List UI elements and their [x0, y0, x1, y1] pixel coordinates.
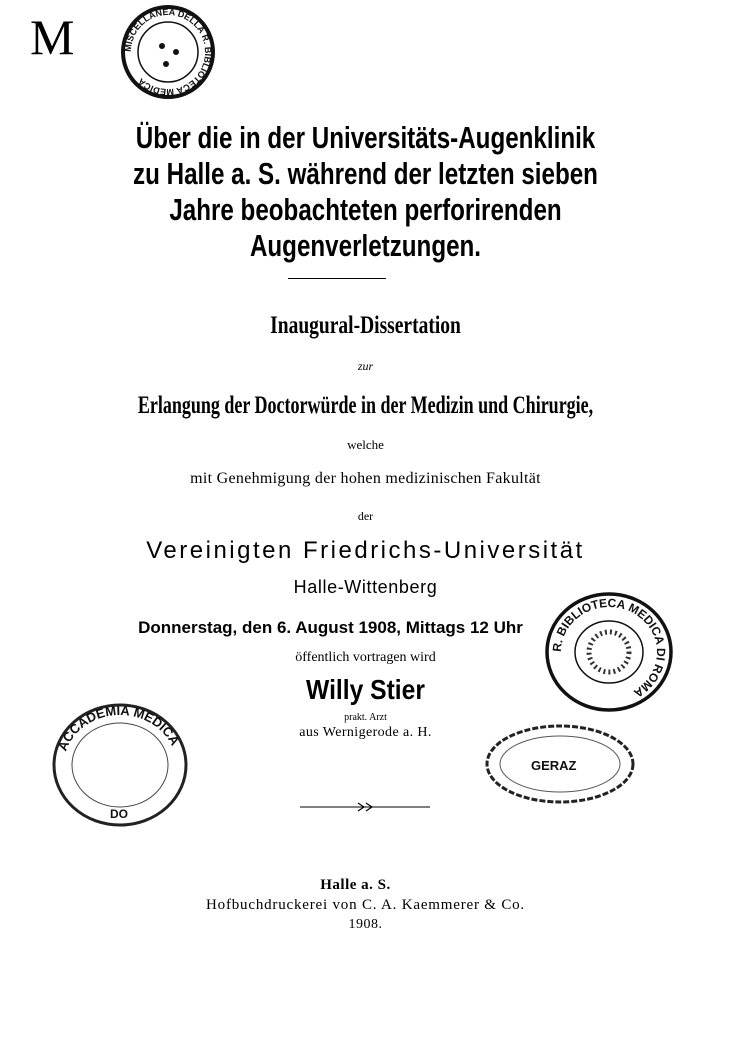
oval-stamp-text: GERAZ	[531, 758, 577, 773]
der-text: der	[357, 509, 374, 523]
stamp-right-text: R. BIBLIOTECA MEDICA DI ROMA	[549, 595, 669, 701]
svg-text:R. BIBLIOTECA MEDICA DI ROMA	[550, 596, 668, 701]
defense-date: Donnerstag, den 6. August 1908, Mittags 12 Uhr	[138, 618, 523, 637]
imprint-city: Halle a. S.	[320, 877, 391, 893]
printer-line: Hofbuchdruckerei von C. A. Kaemmerer & Co.	[206, 897, 525, 913]
academy-stamp-left	[48, 700, 193, 830]
university-name: Vereinigten Friedrichs-Universität	[146, 537, 585, 564]
title-line-3: Jahre beobachteten perforirenden	[169, 192, 562, 227]
imprint-year: 1908.	[348, 917, 383, 932]
stamp-left-bottom-text: DO	[110, 807, 128, 821]
dissertation-heading: Inaugural-Dissertation	[270, 312, 461, 339]
library-stamp-right	[543, 590, 675, 715]
ornament-rule	[300, 802, 430, 812]
stamp-top-text: MISCELLANEA DELLA R. BIBLIOTECA MEDICA	[122, 6, 214, 98]
welche-text: welche	[347, 437, 384, 452]
library-stamp-top	[118, 2, 218, 102]
title-line-4: Augenverletzungen.	[249, 228, 482, 263]
author-name: Willy Stier	[306, 674, 425, 705]
svg-text:ACCADEMIA MEDICA	[55, 703, 183, 753]
title-line-1: Über die in der Universitäts-Augenklinik	[135, 120, 596, 155]
place-name: Halle-Wittenberg	[293, 577, 438, 597]
zur-text: zur	[357, 359, 374, 373]
author-profession: prakt. Arzt	[344, 712, 387, 723]
oval-stamp	[483, 722, 638, 807]
stamp-left-text: ACCADEMIA MEDICA	[54, 702, 183, 753]
title-line-2: zu Halle a. S. während der letzten sieben	[133, 156, 598, 191]
vortragen-text: öffentlich vortragen wird	[295, 650, 436, 665]
author-origin: aus Wernigerode a. H.	[299, 725, 432, 740]
approval-line: mit Genehmigung der hohen medizinischen Fakultät	[190, 470, 541, 487]
divider-rule	[288, 278, 386, 279]
degree-line: Erlangung der Doctorwürde in der Medizin und Chirurgie,	[137, 392, 594, 419]
shelf-mark: M	[30, 9, 73, 65]
